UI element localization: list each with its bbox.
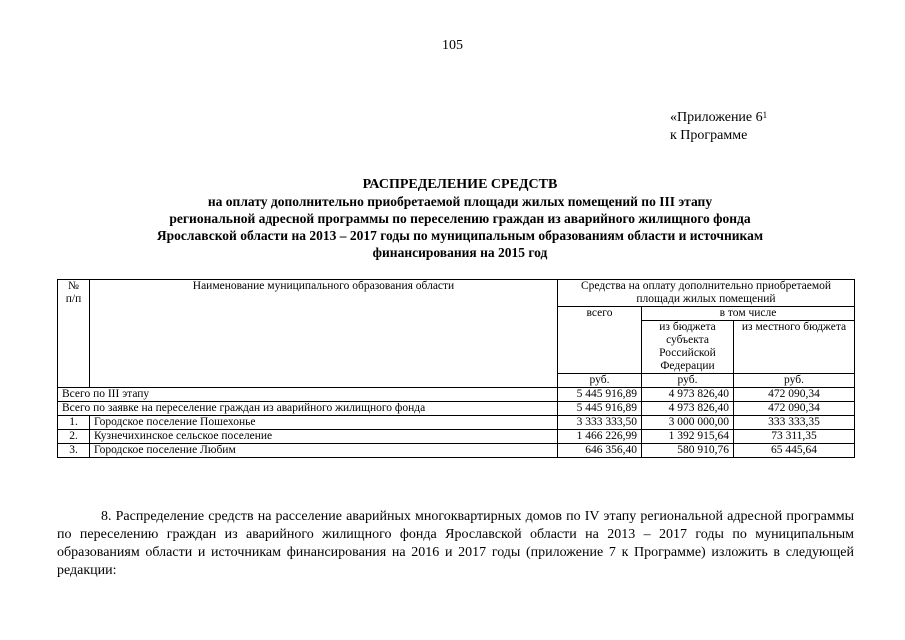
summary-local: 472 090,34	[734, 388, 855, 402]
summary-label: Всего по заявке на переселение граждан из аварийного жилищного фонда	[58, 402, 558, 416]
unit-local: руб.	[734, 374, 855, 388]
row-name: Городское поселение Пошехонье	[90, 416, 558, 430]
summary-federal: 4 973 826,40	[642, 388, 734, 402]
row-num: 2.	[58, 430, 90, 444]
header-total: всего	[558, 307, 642, 374]
row-federal: 1 392 915,64	[642, 430, 734, 444]
summary-federal: 4 973 826,40	[642, 402, 734, 416]
header-including: в том числе	[642, 307, 855, 321]
funds-distribution-table	[57, 279, 855, 458]
document-title	[90, 176, 830, 261]
row-total: 3 333 333,50	[558, 416, 642, 430]
header-federal: из бюджета субъекта Российской Федерации	[642, 321, 734, 374]
row-total: 646 356,40	[558, 444, 642, 458]
title-line: на оплату дополнительно приобретаемой площади жилых помещений по III этапу	[207, 194, 713, 209]
summary-total: 5 445 916,89	[558, 388, 642, 402]
header-num: № п/п	[58, 280, 90, 388]
appendix-line-1: «Приложение $6^1$	[670, 110, 768, 125]
summary-local: 472 090,34	[734, 402, 855, 416]
row-local: 73 311,35	[734, 430, 855, 444]
summary-row	[58, 402, 855, 416]
title-line: финансирования на 2015 год	[372, 245, 548, 260]
table-header-row	[58, 280, 855, 307]
appendix-reference	[670, 109, 767, 145]
title-main: РАСПРЕДЕЛЕНИЕ СРЕДСТВ	[362, 177, 558, 192]
summary-total: 5 445 916,89	[558, 402, 642, 416]
table-row	[58, 444, 855, 458]
page-number: 105	[442, 38, 463, 53]
row-federal: 3 000 000,00	[642, 416, 734, 430]
row-total: 1 466 226,99	[558, 430, 642, 444]
unit-total: руб.	[558, 374, 642, 388]
appendix-line-2: к Программе	[670, 128, 748, 143]
row-num: 3.	[58, 444, 90, 458]
row-local: 333 333,35	[734, 416, 855, 430]
table-row	[58, 430, 855, 444]
title-line: региональной адресной программы по переселению граждан из аварийного жилищного фонда	[169, 211, 751, 226]
header-local: из местного бюджета	[734, 321, 855, 374]
appendix-superscript: 1	[762, 110, 768, 120]
row-name: Городское поселение Любим	[90, 444, 558, 458]
row-num: 1.	[58, 416, 90, 430]
header-funds: Средства на оплату дополнительно приобретаемой площади жилых помещений	[558, 280, 855, 307]
summary-row	[58, 388, 855, 402]
row-federal: 580 910,76	[642, 444, 734, 458]
row-local: 65 445,64	[734, 444, 855, 458]
title-line: Ярославской области на 2013 – 2017 годы по муниципальным образованиям области и источникам	[156, 228, 764, 243]
unit-federal: руб.	[642, 374, 734, 388]
header-name: Наименование муниципального образования области	[90, 280, 558, 388]
summary-label: Всего по III этапу	[58, 388, 558, 402]
table-row	[58, 416, 855, 430]
row-name: Кузнечихинское сельское поселение	[90, 430, 558, 444]
body-paragraph: 8. Распределение средств на расселение аварийных многоквартирных домов по IV этапу региональной адресной программы по переселению граждан из аварийного жилищного фонда Ярославской области на 2013 – 2017 годы по муниципальным образованиям области и источникам финансирования на 2016 и 2017 годы (приложение 7 к Программе) изложить в следующей редакции:	[57, 509, 854, 578]
